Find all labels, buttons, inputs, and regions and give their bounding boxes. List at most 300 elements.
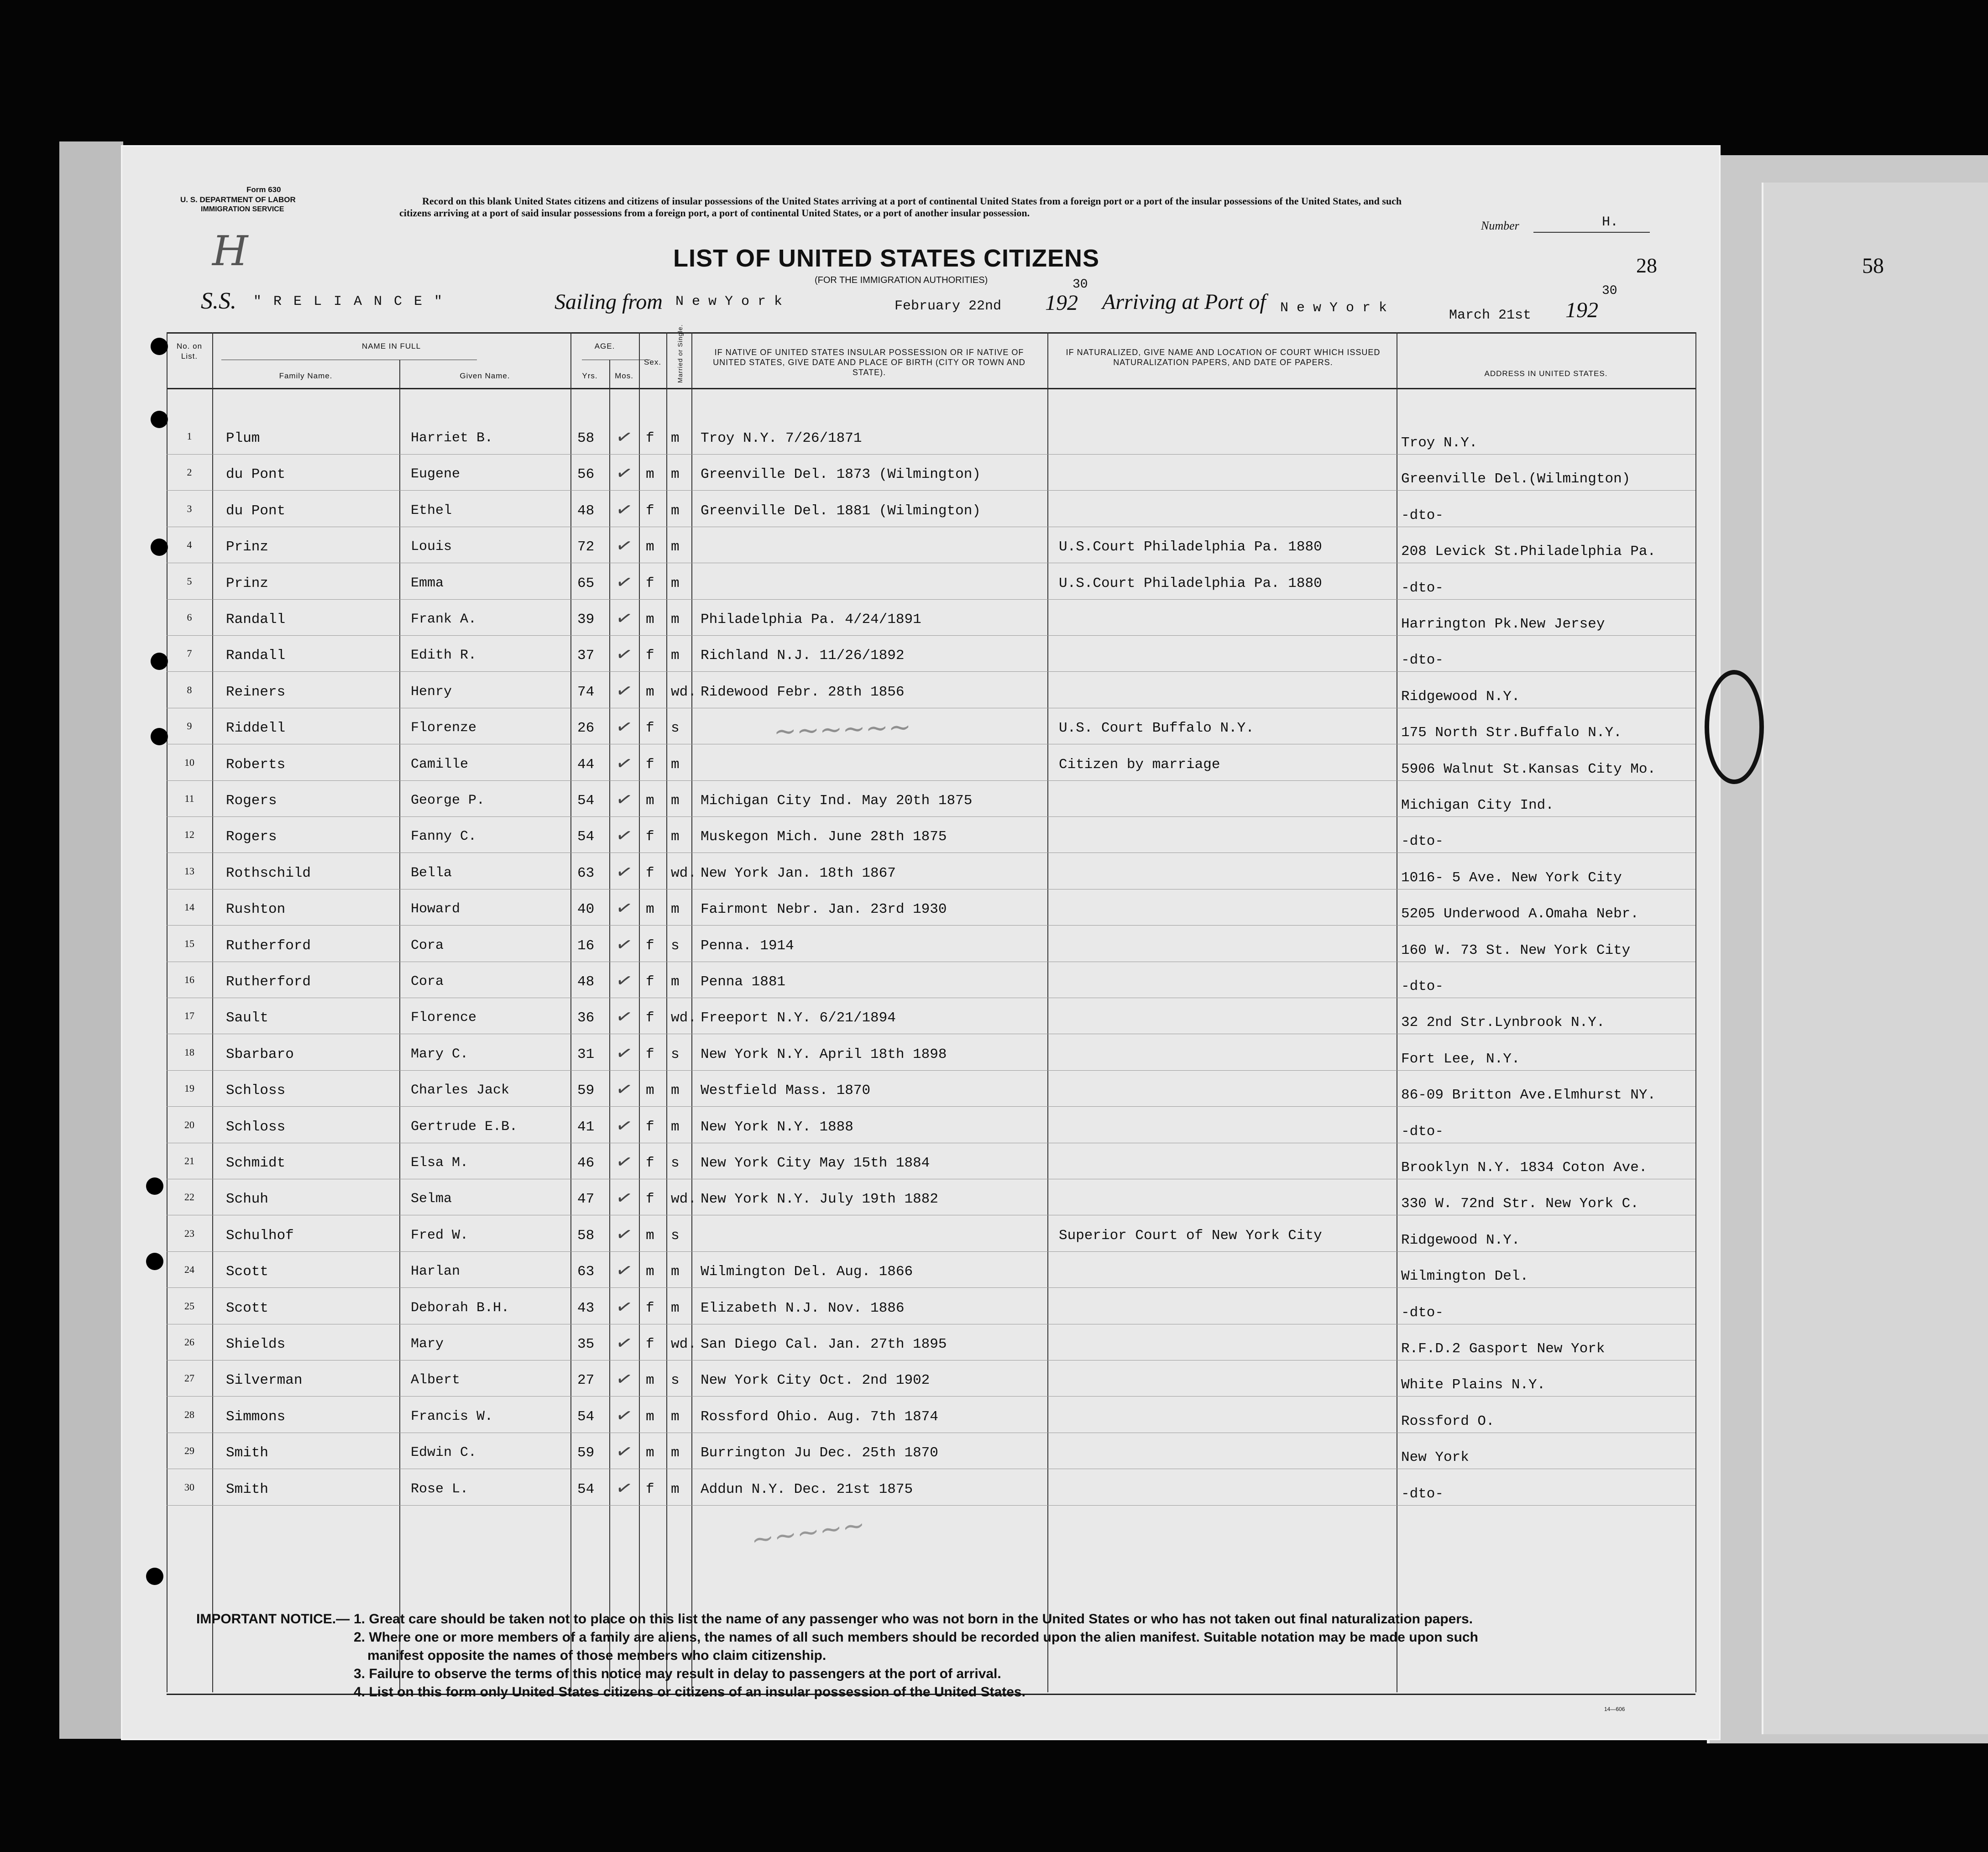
- cell-birth: New York N.Y. 1888: [701, 1119, 853, 1135]
- cell-no: 18: [184, 1046, 194, 1058]
- cell-given: Florence: [411, 1010, 477, 1026]
- cell-family: Rutherford: [226, 974, 311, 990]
- cell-nat: U.S.Court Philadelphia Pa. 1880: [1059, 575, 1322, 591]
- cell-ms: m: [671, 901, 680, 918]
- binder-hole: [151, 539, 168, 556]
- cell-ms: s: [671, 720, 680, 737]
- cell-family: Plum: [226, 430, 260, 446]
- ship-name: " R E L I A N C E ": [253, 294, 445, 309]
- cell-ms: s: [671, 1372, 680, 1389]
- cell-ms: m: [671, 793, 680, 809]
- cell-addr: Rossford O.: [1401, 1413, 1495, 1429]
- cell-yrs: 26: [577, 720, 595, 737]
- cell-ms: wd.: [671, 1336, 696, 1352]
- cell-sex: f: [646, 575, 654, 591]
- cell-addr: -dto-: [1401, 1486, 1444, 1502]
- cell-addr: Ridgewood N.Y.: [1401, 1232, 1520, 1248]
- cell-yrs: 36: [577, 1010, 595, 1026]
- check-mark-icon: ✓: [613, 533, 635, 558]
- check-mark-icon: ✓: [613, 1113, 635, 1138]
- check-mark-icon: ✓: [613, 968, 635, 993]
- check-mark-icon: ✓: [613, 895, 635, 921]
- cell-ms: wd.: [671, 1010, 696, 1026]
- cell-no: 29: [184, 1445, 194, 1457]
- cell-family: Rutherford: [226, 937, 311, 954]
- header-family-name: Family Name.: [279, 371, 333, 380]
- cell-yrs: 59: [577, 1445, 595, 1461]
- cell-no: 10: [184, 756, 194, 768]
- cell-yrs: 56: [577, 466, 595, 483]
- header-married: Married or Single.: [676, 324, 684, 383]
- cell-family: Silverman: [226, 1372, 303, 1389]
- cell-family: Scott: [226, 1264, 269, 1280]
- cell-addr: White Plains N.Y.: [1401, 1377, 1546, 1393]
- row-rule: [167, 1287, 1695, 1288]
- cell-family: Scott: [226, 1300, 269, 1316]
- cell-addr: 1016- 5 Ave. New York City: [1401, 869, 1622, 886]
- cell-no: 27: [184, 1372, 194, 1384]
- cell-given: Mary: [411, 1336, 444, 1352]
- row-rule: [167, 671, 1695, 672]
- cell-sex: f: [646, 502, 654, 519]
- cell-family: Schloss: [226, 1119, 286, 1135]
- cell-given: Eugene: [411, 466, 460, 482]
- row-rule: [167, 1251, 1695, 1252]
- cell-yrs: 46: [577, 1155, 595, 1171]
- cell-sex: m: [646, 1372, 654, 1389]
- cell-no: 7: [187, 648, 192, 659]
- check-mark-icon: ✓: [613, 460, 635, 486]
- citizen-manifest-form: [121, 145, 1721, 1740]
- handwritten-annotation-bottom: ~~~~~: [749, 1508, 868, 1557]
- check-mark-icon: ✓: [613, 497, 635, 522]
- cell-nat: U.S.Court Philadelphia Pa. 1880: [1059, 539, 1322, 555]
- cell-addr: 330 W. 72nd Str. New York C.: [1401, 1196, 1639, 1212]
- cell-addr: 32 2nd Str.Lynbrook N.Y.: [1401, 1015, 1605, 1031]
- cell-sex: m: [646, 1408, 654, 1425]
- cell-addr: Greenville Del.(Wilmington): [1401, 471, 1631, 487]
- arrival-date: March 21st: [1449, 308, 1532, 323]
- check-mark-icon: ✓: [613, 569, 635, 595]
- header-naturalized: IF NATURALIZED, GIVE NAME AND LOCATION OF COURT WHICH ISSUED NATURALIZATION PAPERS, AND DATE OF PAPERS.: [1066, 348, 1381, 367]
- cell-given: Selma: [411, 1191, 452, 1207]
- handwritten-h: H: [212, 227, 248, 275]
- cell-sex: f: [646, 720, 654, 737]
- arriving-label: Arriving at Port of: [1102, 290, 1266, 314]
- cell-birth: Freeport N.Y. 6/21/1894: [701, 1010, 896, 1026]
- cell-given: Harlan: [411, 1264, 460, 1280]
- ss-label: S.S.: [201, 288, 236, 314]
- cell-family: Simmons: [226, 1408, 286, 1425]
- cell-addr: 5906 Walnut St.Kansas City Mo.: [1401, 761, 1656, 777]
- cell-birth: Muskegon Mich. June 28th 1875: [701, 829, 947, 845]
- row-rule: [167, 1106, 1695, 1107]
- cell-birth: Greenville Del. 1881 (Wilmington): [701, 502, 981, 519]
- cell-ms: m: [671, 756, 680, 773]
- sail-year: 192: [1045, 291, 1078, 315]
- check-mark-icon: ✓: [613, 787, 635, 812]
- form-title: LIST OF UNITED STATES CITIZENS: [673, 245, 1099, 272]
- page-number: 28: [1636, 254, 1657, 277]
- cell-sex: m: [646, 901, 654, 918]
- cell-birth: New York N.Y. July 19th 1882: [701, 1191, 938, 1208]
- arrival-year: 192: [1565, 298, 1598, 322]
- cell-birth: New York N.Y. April 18th 1898: [701, 1046, 947, 1062]
- cell-ms: m: [671, 430, 680, 446]
- cell-birth: Burrington Ju Dec. 25th 1870: [701, 1445, 938, 1461]
- cell-sex: f: [646, 937, 654, 954]
- notice-item-3: 3. Failure to observe the terms of this notice may result in delay to passengers at the port of arrival.: [354, 1666, 1001, 1681]
- check-mark-icon: ✓: [613, 1004, 635, 1030]
- cell-family: Randall: [226, 612, 286, 628]
- binder-hole: [151, 338, 168, 355]
- cell-addr: Michigan City Ind.: [1401, 797, 1554, 813]
- cell-addr: -dto-: [1401, 1123, 1444, 1140]
- cell-no: 15: [184, 937, 194, 949]
- cell-family: Sbarbaro: [226, 1046, 294, 1062]
- cell-addr: Troy N.Y.: [1401, 435, 1478, 451]
- cell-family: Schulhof: [226, 1227, 294, 1244]
- cell-no: 9: [187, 720, 192, 732]
- cell-given: Mary C.: [411, 1046, 469, 1062]
- cell-no: 28: [184, 1408, 194, 1420]
- cell-no: 21: [184, 1155, 194, 1167]
- cell-family: Roberts: [226, 756, 286, 773]
- cell-sex: m: [646, 1227, 654, 1244]
- department: U. S. DEPARTMENT OF LABOR: [180, 195, 296, 204]
- cell-no: 1: [187, 430, 192, 442]
- cell-family: Rogers: [226, 829, 277, 845]
- cell-no: 12: [184, 829, 194, 841]
- notice-item-1: 1. Great care should be taken not to place on this list the name of any passenger who was not born in the United States or who has not taken out final naturalization papers.: [354, 1611, 1473, 1627]
- binder-hole: [151, 411, 168, 428]
- cell-addr: -dto-: [1401, 978, 1444, 994]
- cell-family: Schloss: [226, 1083, 286, 1099]
- cell-addr: 208 Levick St.Philadelphia Pa.: [1401, 544, 1656, 560]
- cell-nat: Superior Court of New York City: [1059, 1227, 1322, 1244]
- cell-yrs: 35: [577, 1336, 595, 1352]
- check-mark-icon: ✓: [613, 1439, 635, 1464]
- cell-given: Francis W.: [411, 1408, 493, 1424]
- check-mark-icon: ✓: [613, 424, 635, 450]
- cell-given: Florenze: [411, 720, 477, 736]
- cell-no: 23: [184, 1227, 194, 1239]
- number-label: Number: [1481, 219, 1519, 232]
- cell-ms: m: [671, 1408, 680, 1425]
- cell-sex: f: [646, 1010, 654, 1026]
- cell-yrs: 58: [577, 1227, 595, 1244]
- cell-sex: f: [646, 1481, 654, 1497]
- cell-birth: Elizabeth N.J. Nov. 1886: [701, 1300, 905, 1316]
- cell-no: 26: [184, 1336, 194, 1348]
- cell-ms: m: [671, 575, 680, 591]
- cell-ms: m: [671, 1264, 680, 1280]
- binder-hole: [146, 1568, 163, 1585]
- cell-addr: 5205 Underwood A.Omaha Nebr.: [1401, 906, 1639, 922]
- cell-nat: U.S. Court Buffalo N.Y.: [1059, 720, 1254, 737]
- cell-addr: -dto-: [1401, 1304, 1444, 1321]
- cell-no: 17: [184, 1010, 194, 1022]
- sailing-label: Sailing from: [555, 290, 663, 314]
- cell-family: Rushton: [226, 901, 286, 918]
- cell-no: 19: [184, 1083, 194, 1094]
- cell-given: Emma: [411, 575, 444, 591]
- cell-yrs: 54: [577, 1408, 595, 1425]
- cell-family: Reiners: [226, 684, 286, 700]
- form-id: Form 630: [246, 185, 281, 194]
- cell-sex: f: [646, 1155, 654, 1171]
- cell-sex: m: [646, 1083, 654, 1099]
- cell-family: Rogers: [226, 793, 277, 809]
- cell-given: Fred W.: [411, 1227, 469, 1243]
- check-mark-icon: ✓: [613, 823, 635, 848]
- cell-addr: Fort Lee, N.Y.: [1401, 1051, 1520, 1067]
- cell-birth: Westfield Mass. 1870: [701, 1083, 871, 1099]
- cell-yrs: 27: [577, 1372, 595, 1389]
- cell-yrs: 63: [577, 865, 595, 881]
- check-mark-icon: ✓: [613, 859, 635, 884]
- sail-year-correction: 30: [1072, 277, 1088, 292]
- check-mark-icon: ✓: [613, 1185, 635, 1211]
- cell-no: 20: [184, 1119, 194, 1130]
- row-rule: [167, 454, 1695, 455]
- cell-given: Howard: [411, 901, 460, 917]
- cell-yrs: 41: [577, 1119, 595, 1135]
- row-rule: [167, 635, 1695, 636]
- cell-no: 22: [184, 1191, 194, 1203]
- cell-family: du Pont: [226, 466, 286, 483]
- cell-ms: s: [671, 937, 680, 954]
- underlying-page-left: [59, 141, 123, 1739]
- service: IMMIGRATION SERVICE: [201, 205, 284, 213]
- cell-ms: m: [671, 829, 680, 845]
- cell-family: Prinz: [226, 539, 269, 555]
- cell-birth: Troy N.Y. 7/26/1871: [701, 430, 862, 446]
- check-mark-icon: ✓: [613, 1366, 635, 1392]
- cell-ms: m: [671, 974, 680, 990]
- cell-given: Charles Jack: [411, 1083, 510, 1099]
- cell-no: 6: [187, 612, 192, 623]
- cell-addr: -dto-: [1401, 833, 1444, 850]
- cell-yrs: 63: [577, 1264, 595, 1280]
- cell-given: Rose L.: [411, 1481, 469, 1497]
- cell-ms: s: [671, 1046, 680, 1062]
- cell-birth: Rossford Ohio. Aug. 7th 1874: [701, 1408, 938, 1425]
- cell-sex: f: [646, 1046, 654, 1062]
- cell-addr: 175 North Str.Buffalo N.Y.: [1401, 725, 1622, 741]
- cell-birth: Wilmington Del. Aug. 1866: [701, 1264, 913, 1280]
- form-subtitle: (FOR THE IMMIGRATION AUTHORITIES): [815, 275, 988, 285]
- cell-yrs: 54: [577, 1481, 595, 1497]
- cell-addr: -dto-: [1401, 652, 1444, 669]
- sail-date: February 22nd: [895, 298, 1002, 314]
- header-given-name: Given Name.: [460, 371, 510, 380]
- header-name-in-full: NAME IN FULL: [361, 342, 421, 351]
- cell-birth: New York City May 15th 1884: [701, 1155, 930, 1171]
- cell-addr: -dto-: [1401, 580, 1444, 596]
- cell-yrs: 40: [577, 901, 595, 918]
- cell-given: Albert: [411, 1372, 460, 1388]
- cell-family: Randall: [226, 648, 286, 664]
- cell-no: 24: [184, 1264, 194, 1276]
- check-mark-icon: ✓: [613, 678, 635, 703]
- cell-ms: m: [671, 1300, 680, 1316]
- cell-sex: m: [646, 612, 654, 628]
- cell-given: Gertrude E.B.: [411, 1119, 518, 1135]
- cell-given: Harriet B.: [411, 430, 493, 446]
- cell-ms: wd.: [671, 1191, 696, 1208]
- cell-sex: f: [646, 430, 654, 446]
- header-yrs: Yrs.: [582, 371, 598, 380]
- cell-yrs: 54: [577, 793, 595, 809]
- cell-yrs: 37: [577, 648, 595, 664]
- check-mark-icon: ✓: [613, 750, 635, 776]
- cell-given: George P.: [411, 793, 485, 808]
- cell-yrs: 48: [577, 974, 595, 990]
- check-mark-icon: ✓: [613, 1475, 635, 1501]
- cell-given: Fanny C.: [411, 829, 477, 845]
- cell-addr: Ridgewood N.Y.: [1401, 688, 1520, 705]
- cell-given: Cora: [411, 974, 444, 989]
- binder-hole: [151, 728, 168, 745]
- instruction-text: Record on this blank United States citizens and citizens of insular possessions of the United States arriving at a port of continental United States from a foreign port or a port of the insular possessions of the United States, and such citizens arriving at a port of said insular possessions from a foreign port, a port of continental United States, or a port of another insular possession.: [399, 195, 1402, 219]
- header-age: AGE.: [594, 342, 615, 351]
- number-line: [1533, 232, 1650, 233]
- cell-no: 2: [187, 466, 192, 478]
- header-address: ADDRESS IN UNITED STATES.: [1484, 369, 1608, 378]
- cell-birth: Michigan City Ind. May 20th 1875: [701, 793, 973, 809]
- notice-item-2-cont: manifest opposite the names of those members who claim citizenship.: [367, 1648, 827, 1663]
- cell-given: Cora: [411, 937, 444, 953]
- cell-no: 11: [184, 793, 194, 804]
- cell-sex: f: [646, 1119, 654, 1135]
- cell-given: Louis: [411, 539, 452, 555]
- cell-no: 25: [184, 1300, 194, 1312]
- cell-family: Sault: [226, 1010, 269, 1026]
- cell-ms: m: [671, 466, 680, 483]
- cell-ms: m: [671, 539, 680, 555]
- binder-hole: [151, 653, 168, 670]
- cell-ms: m: [671, 648, 680, 664]
- row-rule: [167, 816, 1695, 817]
- cell-addr: New York: [1401, 1449, 1469, 1466]
- cell-no: 14: [184, 901, 194, 913]
- check-mark-icon: ✓: [613, 606, 635, 631]
- cell-sex: f: [646, 829, 654, 845]
- row-rule: [167, 599, 1695, 600]
- cell-sex: m: [646, 684, 654, 700]
- cell-given: Bella: [411, 865, 452, 881]
- cell-birth: Richland N.J. 11/26/1892: [701, 648, 905, 664]
- cell-sex: f: [646, 1336, 654, 1352]
- notice-item-2: 2. Where one or more members of a family are aliens, the names of all such members should be recorded upon the alien manifest. Suitable notation may be made upon such: [354, 1630, 1478, 1645]
- check-mark-icon: ✓: [613, 1258, 635, 1283]
- cell-sex: f: [646, 865, 654, 881]
- handwritten-loop: [1705, 670, 1764, 784]
- cell-ms: m: [671, 1481, 680, 1497]
- cell-addr: Brooklyn N.Y. 1834 Coton Ave.: [1401, 1160, 1648, 1176]
- to-port: N e w Y o r k: [1280, 300, 1387, 316]
- cell-yrs: 16: [577, 937, 595, 954]
- cell-ms: m: [671, 502, 680, 519]
- cell-family: Prinz: [226, 575, 269, 591]
- cell-sex: m: [646, 1445, 654, 1461]
- cell-birth: Fairmont Nebr. Jan. 23rd 1930: [701, 901, 947, 918]
- cell-birth: Philadelphia Pa. 4/24/1891: [701, 612, 921, 628]
- cell-yrs: 48: [577, 502, 595, 519]
- cell-yrs: 65: [577, 575, 595, 591]
- notice-item-4: 4. List on this form only United States citizens or citizens of an insular possession of the United States.: [354, 1685, 1025, 1700]
- binder-hole: [146, 1253, 163, 1270]
- cell-given: Camille: [411, 756, 469, 772]
- cell-sex: f: [646, 1191, 654, 1208]
- check-mark-icon: ✓: [613, 1330, 635, 1355]
- check-mark-icon: ✓: [613, 1403, 635, 1428]
- notice-label: IMPORTANT NOTICE.—: [196, 1611, 350, 1627]
- header-mos: Mos.: [615, 371, 633, 380]
- check-mark-icon: ✓: [613, 714, 635, 739]
- check-mark-icon: ✓: [613, 1041, 635, 1066]
- header-birth: IF NATIVE OF UNITED STATES INSULAR POSSESSION OR IF NATIVE OF UNITED STATES, GIVE DATE AND PLACE OF BIRTH (CITY OR TOWN AND STATE).: [713, 348, 1025, 377]
- cell-yrs: 39: [577, 612, 595, 628]
- row-rule: [167, 490, 1695, 491]
- handwritten-annotation-row9: ~~~~~~: [773, 711, 912, 748]
- row-rule: [167, 1505, 1695, 1506]
- cell-sex: m: [646, 466, 654, 483]
- cell-given: Edith R.: [411, 648, 477, 664]
- cell-family: du Pont: [226, 502, 286, 519]
- underlying-page-number: 58: [1862, 254, 1884, 278]
- cell-nat: Citizen by marriage: [1059, 756, 1220, 773]
- cell-yrs: 43: [577, 1300, 595, 1316]
- cell-family: Rothschild: [226, 865, 311, 881]
- cell-family: Smith: [226, 1445, 269, 1461]
- cell-sex: f: [646, 756, 654, 773]
- check-mark-icon: ✓: [613, 642, 635, 667]
- cell-no: 16: [184, 974, 194, 985]
- cell-ms: m: [671, 1083, 680, 1099]
- number-value: H.: [1602, 214, 1619, 230]
- cell-sex: f: [646, 648, 654, 664]
- cell-given: Henry: [411, 684, 452, 700]
- cell-birth: Greenville Del. 1873 (Wilmington): [701, 466, 981, 483]
- cell-family: Schuh: [226, 1191, 269, 1208]
- cell-given: Frank A.: [411, 612, 477, 627]
- cell-no: 5: [187, 575, 192, 587]
- check-mark-icon: ✓: [613, 1294, 635, 1319]
- underlying-page-right-2: [1762, 183, 1988, 1734]
- cell-given: Elsa M.: [411, 1155, 469, 1171]
- cell-birth: New York City Oct. 2nd 1902: [701, 1372, 930, 1389]
- cell-birth: Penna. 1914: [701, 937, 794, 954]
- cell-sex: m: [646, 793, 654, 809]
- cell-yrs: 74: [577, 684, 595, 700]
- cell-birth: Ridewood Febr. 28th 1856: [701, 684, 905, 700]
- cell-given: Deborah B.H.: [411, 1300, 510, 1316]
- header-sex: Sex.: [643, 358, 662, 366]
- cell-sex: f: [646, 974, 654, 990]
- cell-given: Ethel: [411, 502, 452, 518]
- header-no-on-list: No. on List.: [176, 342, 203, 361]
- row-rule: [167, 780, 1695, 781]
- cell-family: Schmidt: [226, 1155, 286, 1171]
- footer-code: 14—606: [1604, 1706, 1625, 1712]
- cell-ms: m: [671, 1445, 680, 1461]
- cell-addr: -dto-: [1401, 507, 1444, 523]
- cell-sex: m: [646, 1264, 654, 1280]
- arrival-year-correction: 30: [1602, 284, 1617, 298]
- cell-addr: 86-09 Britton Ave.Elmhurst NY.: [1401, 1087, 1656, 1104]
